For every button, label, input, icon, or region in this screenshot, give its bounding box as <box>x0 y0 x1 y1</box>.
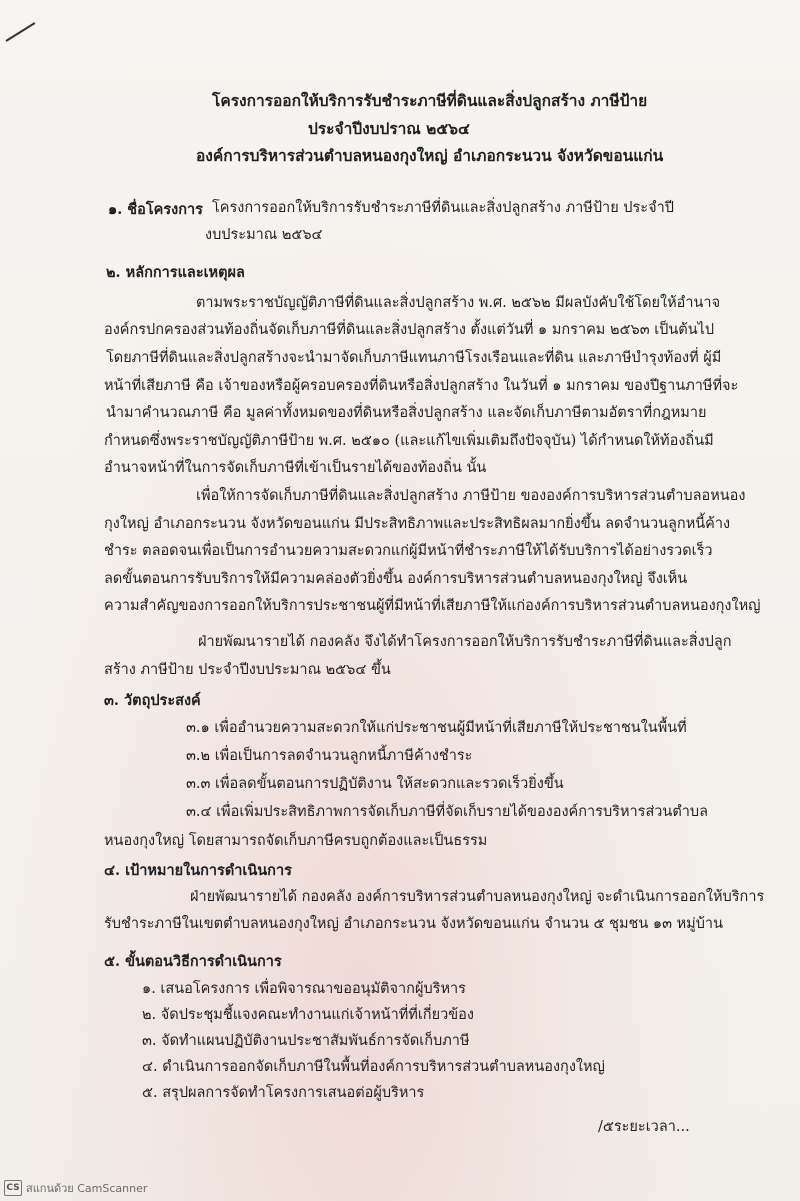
doc-title-line1: โครงการออกให้บริการรับชำระภาษีที่ดินและสิ่งปลูกสร้าง ภาษีป้าย <box>212 91 648 110</box>
section2-para1-line: โดยภาษีที่ดินและสิ่งปลูกสร้างจะนำมาจัดเก็บภาษีแทนภาษีโรงเรือนและที่ดิน และภาษีบำรุงท้องที่ ผู้มี <box>106 350 722 366</box>
camscanner-footer <box>4 1180 147 1196</box>
section2-para2-line: กุงใหญ่ อำเภอกระนวน จังหวัดขอนแก่น มีประสิทธิภาพและประสิทธิผลมากยิ่งขึ้น ลดจำนวนลูกหนี้ค้าง <box>104 516 731 532</box>
section2-heading: ๒. หลักการและเหตุผล <box>106 264 245 281</box>
camscanner-logo-icon: CS <box>4 1180 22 1196</box>
objective-item: ๓.๑ เพื่ออำนวยความสะดวกให้แก่ประชาชนผู้มีหน้าที่เสียภาษีให้ประชาชนในพื้นที่ <box>186 720 687 736</box>
section2-para3-line: ฝ่ายพัฒนารายได้ กองคลัง จึงได้ทำโครงการออกให้บริการรับชำระภาษีที่ดินและสิ่งปลูก <box>198 634 732 650</box>
camscanner-label: สแกนด้วย CamScanner <box>26 1182 148 1195</box>
pen-mark <box>5 22 35 42</box>
objective-item: ๓.๒ เพื่อเป็นการลดจำนวนลูกหนี้ภาษีค้างชำระ <box>186 748 473 764</box>
doc-title-line3: องค์การบริหารส่วนตำบลหนองกุงใหญ่ อำเภอกระนวน จังหวัดขอนแก่น <box>196 146 664 165</box>
procedure-item: ๓. จัดทำแผนปฏิบัติงานประชาสัมพันธ์การจัดเก็บภาษี <box>142 1033 470 1049</box>
section2-para1-line: นำมาคำนวณภาษี คือ มูลค่าทั้งหมดของที่ดินหรือสิ่งปลูกสร้าง และจัดเก็บภาษีตามอัตราที่กฎหมาย <box>106 405 707 421</box>
section4-line: ฝ่ายพัฒนารายได้ กองคลัง องค์การบริหารส่วนตำบลหนองกุงใหญ่ จะดำเนินการออกให้บริการ <box>190 889 765 905</box>
procedure-item: ๕. สรุปผลการจัดทำโครงการเสนอต่อผู้บริหาร <box>142 1085 425 1101</box>
section2-para1-line: องค์กรปกครองส่วนท้องถิ่นจัดเก็บภาษีที่ดินและสิ่งปลูกสร้าง ตั้งแต่วันที่ ๑ มกราคม ๒๕๖๓ เป็นต้นไป <box>104 322 715 338</box>
section2-para1-line: ตามพระราชบัญญัติภาษีที่ดินและสิ่งปลูกสร้าง พ.ศ. ๒๕๖๒ มีผลบังคับใช้โดยให้อำนาจ <box>196 295 721 311</box>
section2-para2-line: ชำระ ตลอดจนเพื่อเป็นการอำนวยความสะดวกแก่ผู้มีหน้าที่ชำระภาษีให้ได้รับบริการได้อย่างรวดเร็ว <box>104 543 713 559</box>
objective-continuation: หนองกุงใหญ่ โดยสามารถจัดเก็บภาษีครบถูกต้องและเป็นธรรม <box>104 833 488 849</box>
section2-para1-line: อำนาจหน้าที่ในการจัดเก็บภาษีที่เข้าเป็นรายได้ของท้องถิ่น นั้น <box>104 460 487 476</box>
section1-text: งบประมาณ ๒๕๖๔ <box>205 227 323 243</box>
section2-para1-line: กำหนดซึ่งพระราชบัญญัติภาษีป้าย พ.ศ. ๒๕๑๐ (และแก้ไขเพิ่มเติมถึงปัจจุบัน) ได้กำหนดให้ท้องถิ่นมี <box>104 433 714 449</box>
section4-heading: ๔. เป้าหมายในการดำเนินการ <box>104 862 292 879</box>
section1-heading: ๑. ชื่อโครงการ <box>108 201 203 218</box>
doc-title-line2: ประจำปีงบปราณ ๒๕๖๔ <box>308 119 470 138</box>
section2-para2-line: ความสำคัญของการออกให้บริการประชาชนผู้ที่มีหน้าที่เสียภาษีให้แก่องค์การบริหารส่วนตำบลหนองกุงใหญ่ <box>104 598 761 614</box>
section4-line: รับชำระภาษีในเขตตำบลหนองกุงใหญ่ อำเภอกระนวน จังหวัดขอนแก่น จำนวน ๕ ชุมชน ๑๓ หมู่บ้าน <box>104 916 723 932</box>
objective-item: ๓.๓ เพื่อลดขั้นตอนการปฏิบัติงาน ให้สะดวกและรวดเร็วยิ่งขึ้น <box>186 776 564 792</box>
section2-para3-line: สร้าง ภาษีป้าย ประจำปีงบประมาณ ๒๕๖๔ ขึ้น <box>104 662 391 678</box>
objective-item: ๓.๔ เพื่อเพิ่มประสิทธิภาพการจัดเก็บภาษีที่จัดเก็บรายได้ขององค์การบริหารส่วนตำบล <box>186 804 708 820</box>
continue-marker: /๕ระยะเวลา... <box>598 1119 690 1135</box>
section5-heading: ๕. ขั้นตอนวิธีการดำเนินการ <box>104 953 282 970</box>
section1-text: โครงการออกให้บริการรับชำระภาษีที่ดินและสิ่งปลูกสร้าง ภาษีป้าย ประจำปี <box>212 200 674 216</box>
section2-para2-line: เพื่อให้การจัดเก็บภาษีที่ดินและสิ่งปลูกสร้าง ภาษีป้าย ขององค์การบริหารส่วนตำบลอหนอง <box>196 488 746 504</box>
section3-heading: ๓. วัตถุประสงค์ <box>104 692 201 709</box>
procedure-item: ๑. เสนอโครงการ เพื่อพิจารณาขออนุมัติจากผู้บริหาร <box>142 981 466 997</box>
section2-para1-line: หน้าที่เสียภาษี คือ เจ้าของหรือผู้ครอบครองที่ดินหรือสิ่งปลูกสร้าง ในวันที่ ๑ มกราคม ของปีฐานภาษีที่จะ <box>104 378 739 394</box>
procedure-item: ๔. ดำเนินการออกจัดเก็บภาษีในพื้นที่องค์การบริหารส่วนตำบลหนองกุงใหญ่ <box>142 1059 605 1075</box>
section2-para2-line: ลดขั้นตอนการรับบริการให้มีความคล่องตัวยิ่งขึ้น องค์การบริหารส่วนตำบลหนองกุงใหญ่ จึงเห็น <box>104 571 688 587</box>
procedure-item: ๒. จัดประชุมชี้แจงคณะทำงานแก่เจ้าหน้าที่ที่เกี่ยวข้อง <box>142 1007 474 1023</box>
